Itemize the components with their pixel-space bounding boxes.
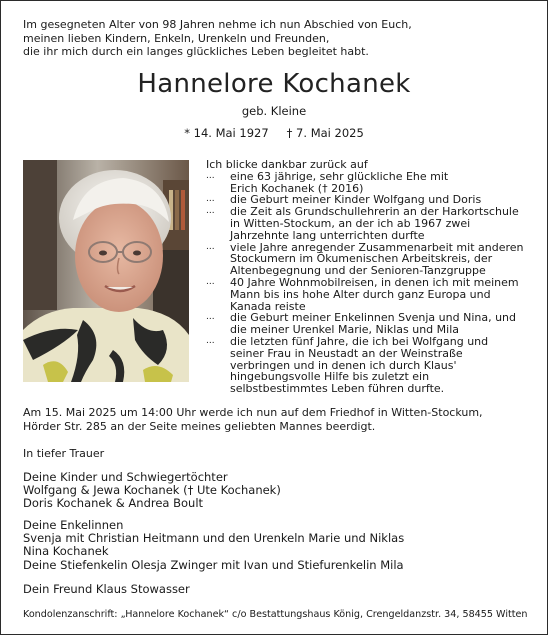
intro-line: die ihr mich durch ein langes glückliches Leben begleitet habt. xyxy=(23,45,369,59)
maiden-name: geb. Kleine xyxy=(241,104,307,118)
mourners-friend xyxy=(23,583,190,596)
mourner-line: Svenja mit Christian Heitmann und den Urenkeln Marie und Niklas xyxy=(23,531,405,546)
bullet: ... xyxy=(206,312,215,323)
mourner-line: Deine Kinder und Schwiegertöchter xyxy=(23,470,228,484)
list-item xyxy=(206,312,536,336)
list-item-text: eine 63 jährige, sehr glückliche Ehe mit Erich Kochanek († 2016) xyxy=(230,169,449,195)
burial-line: Am 15. Mai 2025 um 14:00 Uhr werde ich nun auf dem Friedhof in Witten-Stockum, xyxy=(23,406,483,419)
deceased-name: Hannelore Kochanek xyxy=(137,69,411,99)
condolence-address: Kondolenzanschrift: „Hannelore Kochanek“ c/o Bestattungshaus König, Crengeldanzstr. 34, 58455 Witten xyxy=(23,609,528,620)
bullet: ... xyxy=(206,170,215,181)
list-item xyxy=(206,336,536,395)
mourner-line: Wolfgang & Jewa Kochanek († Ute Kochanek) xyxy=(23,483,281,498)
life-dates xyxy=(1,126,547,140)
bullet: ... xyxy=(206,276,215,287)
bullet: ... xyxy=(206,194,215,205)
mourner-line: Dein Freund Klaus Stowasser xyxy=(23,582,190,596)
death-date: † 7. Mai 2025 xyxy=(286,126,364,140)
memories-heading: Ich blicke dankbar zurück auf xyxy=(206,158,368,171)
mourners-grandchildren xyxy=(23,519,404,572)
burial-notice xyxy=(23,406,483,433)
birth-date: * 14. Mai 1927 xyxy=(184,126,269,140)
list-item-text: viele Jahre anregender Zusammenarbeit mit anderen Stockumern im Ökumenischen Arbeitskreis, der Altenbegegnung und der Senioren-Tanzgruppe xyxy=(230,240,524,278)
mourners-children xyxy=(23,471,281,511)
list-item-text: die Zeit als Grundschullehrerin an der Harkortschule in Witten-Stockum, an der ich ab 1967 zwei Jahrzehnte lang unterrichten durfte xyxy=(230,205,519,242)
bullet: ... xyxy=(206,241,215,252)
list-item xyxy=(206,242,536,277)
list-item-text: die Geburt meiner Enkelinnen Svenja und Nina, und die meiner Urenkel Marie, Niklas und Mila xyxy=(230,311,516,337)
portrait-photo xyxy=(23,160,189,382)
list-item-text: die Geburt meiner Kinder Wolfgang und Doris xyxy=(230,193,482,207)
list-item-text: 40 Jahre Wohnmobilreisen, in denen ich mit meinem Mann bis ins hohe Alter durch ganz Europa und Kanada reiste xyxy=(230,275,519,313)
list-item xyxy=(206,171,536,195)
mourning-heading: In tiefer Trauer xyxy=(23,447,105,460)
memories-list xyxy=(206,159,536,395)
intro-text xyxy=(23,18,412,59)
bullet: ... xyxy=(206,335,215,346)
mourner-line: Doris Kochanek & Andrea Boult xyxy=(23,496,204,511)
bullet: ... xyxy=(206,206,215,217)
burial-line: Hörder Str. 285 an der Seite meines geliebten Mannes beerdigt. xyxy=(23,419,376,433)
list-item-text: die letzten fünf Jahre, die ich bei Wolfgang und seiner Frau in Neustadt an der Weinstraße verbringen und in denen ich durch Klaus' hingebungsvolle Hilfe bis zuletzt ein selbstbestimmtes Leben führen durfte. xyxy=(230,334,489,396)
list-item xyxy=(206,206,536,241)
intro-line: Im gesegneten Alter von 98 Jahren nehme ich nun Abschied von Euch, xyxy=(23,18,412,31)
mourner-line: Deine Stiefenkelin Olesja Zwinger mit Ivan und Stiefurenkelin Mila xyxy=(23,557,404,572)
intro-line: meinen lieben Kindern, Enkeln, Urenkeln und Freunden, xyxy=(23,31,330,45)
mourner-line: Nina Kochanek xyxy=(23,544,109,559)
list-item xyxy=(206,277,536,312)
mourner-line: Deine Enkelinnen xyxy=(23,518,124,532)
